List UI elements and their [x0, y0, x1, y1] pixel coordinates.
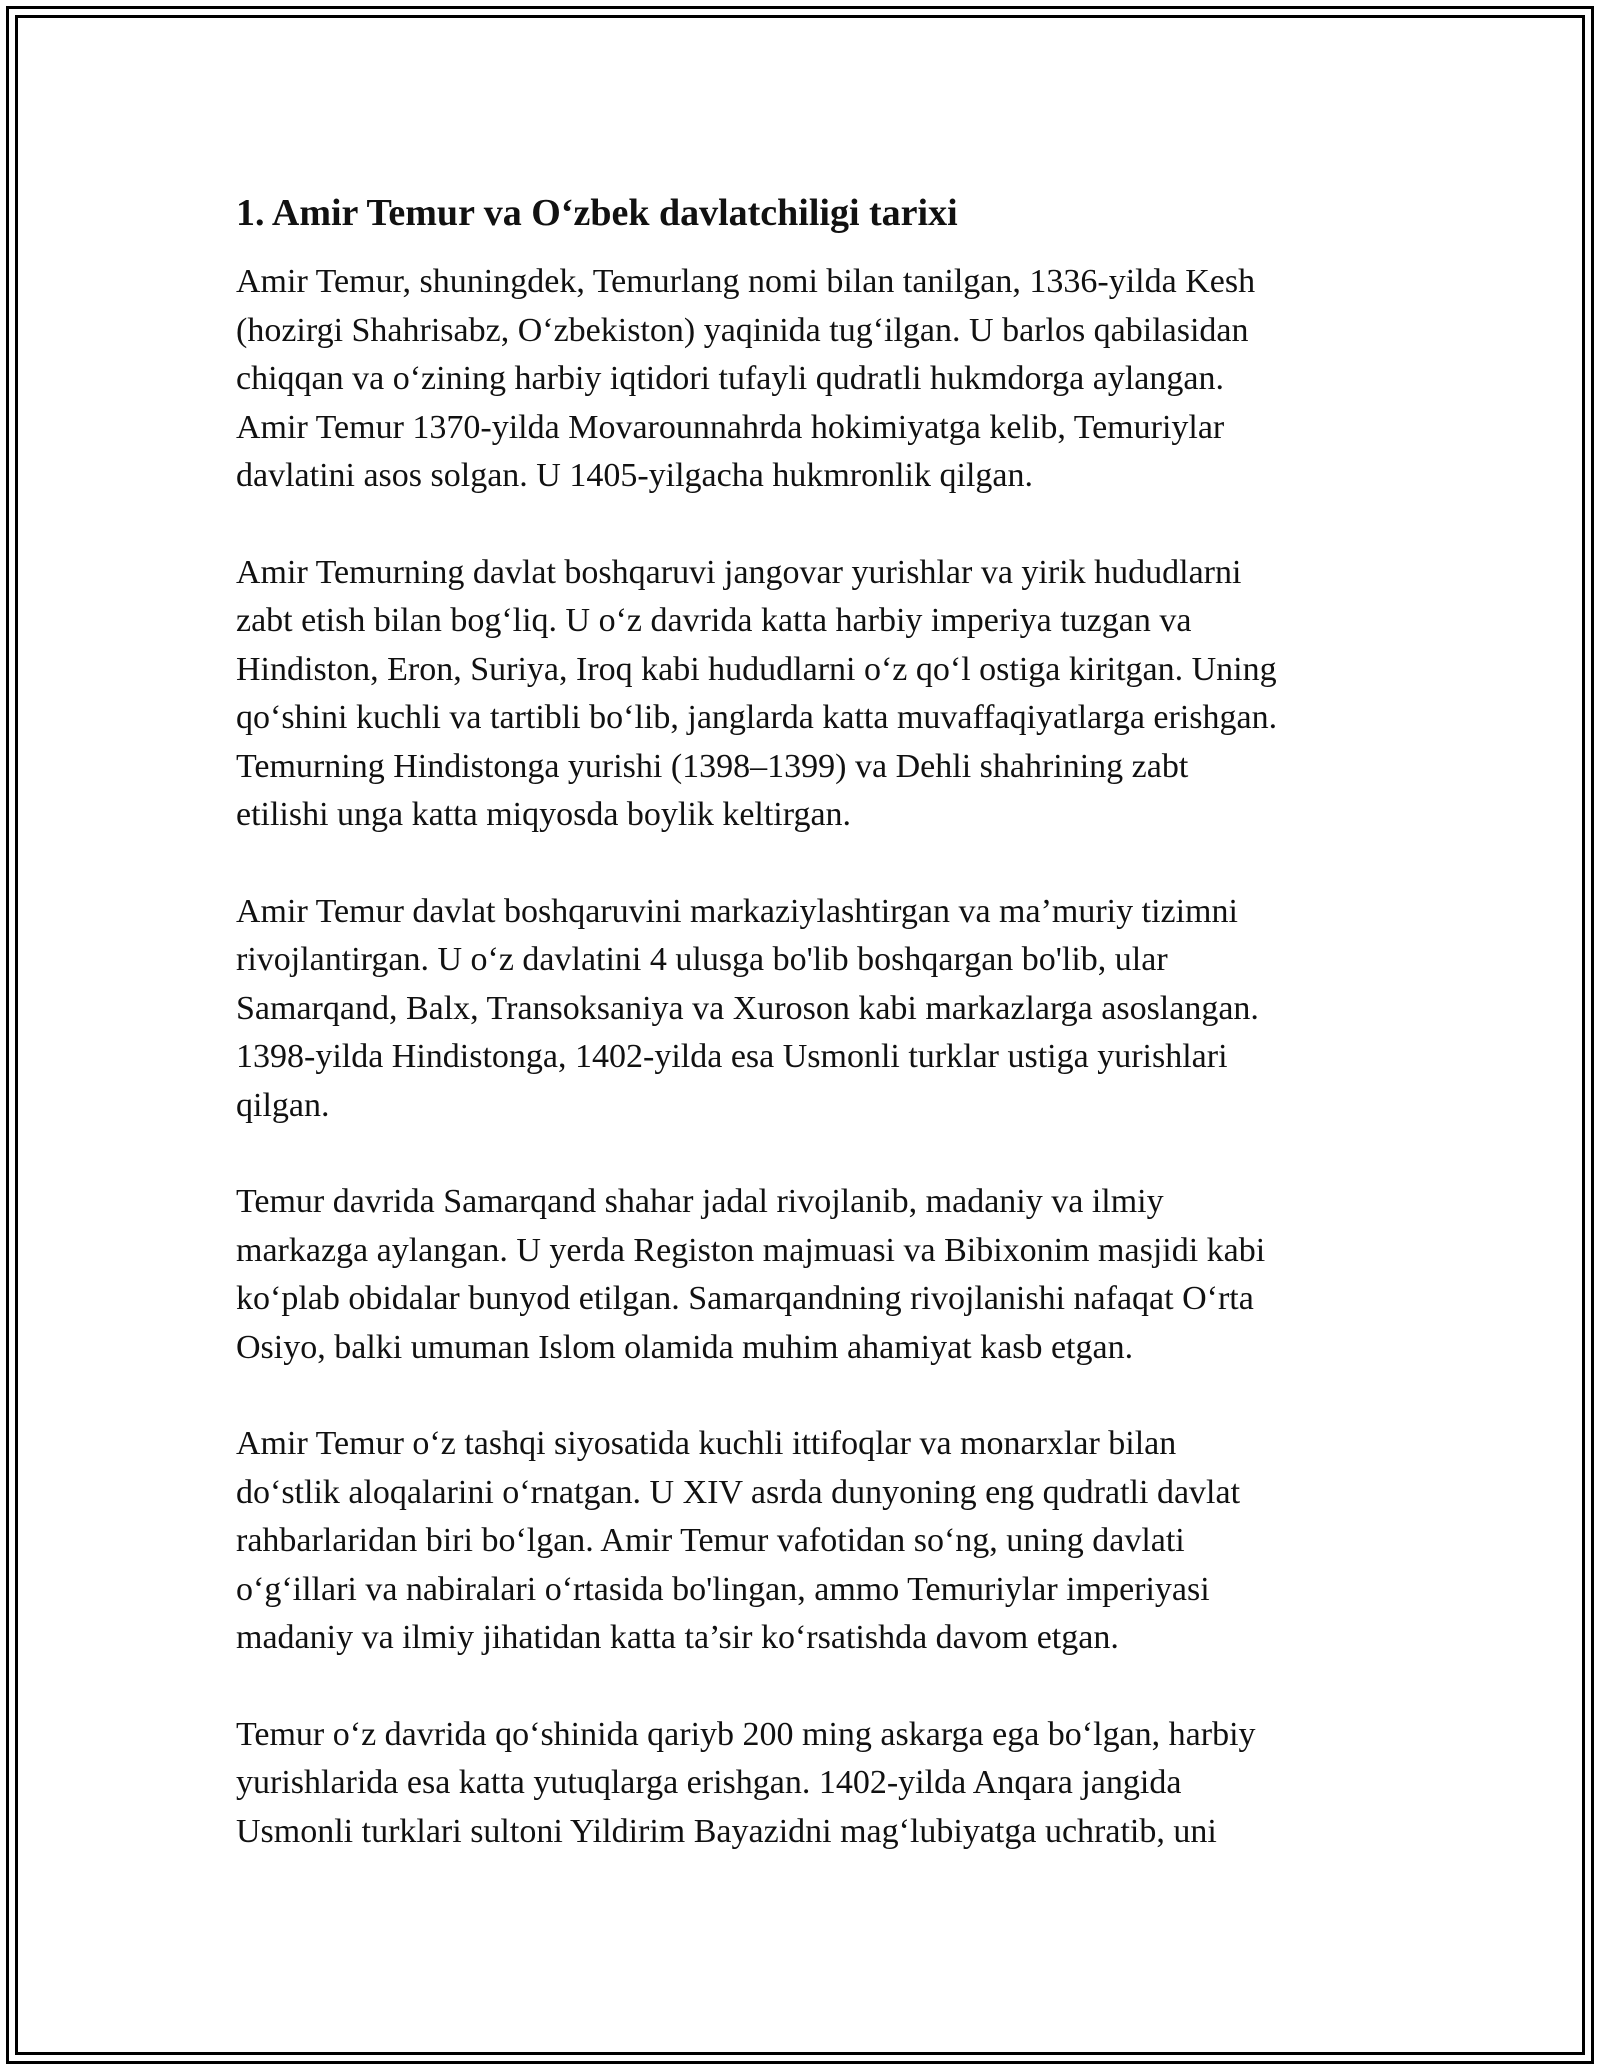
- text-line: Amir Temur 1370-yilda Movarounnahrda hokimiyatga kelib, Temuriylar: [236, 408, 1225, 446]
- text-line: rivojlantirgan. U o‘z davlatini 4 ulusga bo'lib boshqargan bo'lib, ular: [236, 941, 1168, 978]
- paragraph-5: [236, 1420, 1386, 1663]
- text-line: Osiyo, balki umuman Islom olamida muhim ahamiyat kasb etgan.: [236, 1328, 1134, 1366]
- text-line: Hindiston, Eron, Suriya, Iroq kabi hududlarni o‘z qo‘l ostiga kiritgan. Uning: [236, 650, 1277, 688]
- text-line: Usmonli turklari sultoni Yildirim Bayazidni mag‘lubiyatga uchratib, uni: [236, 1812, 1217, 1850]
- text-line: 1398-yilda Hindistonga, 1402-yilda esa Usmonli turklar ustiga yurishlari: [236, 1038, 1228, 1075]
- text-line: qilgan.: [236, 1086, 330, 1124]
- text-line: o‘g‘illari va nabiralari o‘rtasida bo'lingan, ammo Temuriylar imperiyasi: [236, 1570, 1210, 1608]
- text-line: madaniy va ilmiy jihatidan katta ta’sir ko‘rsatishda davom etgan.: [236, 1619, 1119, 1656]
- text-line: ko‘plab obidalar bunyod etilgan. Samarqandning rivojlanishi nafaqat O‘rta: [236, 1280, 1254, 1317]
- paragraph-1: [236, 258, 1386, 501]
- text-line: (hozirgi Shahrisabz, O‘zbekiston) yaqinida tug‘ilgan. U barlos qabilasidan: [236, 311, 1249, 349]
- text-line: Amir Temur davlat boshqaruvini markaziylashtirgan va ma’muriy tizimni: [236, 892, 1238, 930]
- paragraph-2: [236, 549, 1386, 840]
- text-line: do‘stlik aloqalarini o‘rnatgan. U XIV asrda dunyoning eng qudratli davlat: [236, 1473, 1241, 1511]
- text-line: Amir Temurning davlat boshqaruvi jangovar yurishlar va yirik hududlarni: [236, 553, 1242, 591]
- text-line: zabt etish bilan bog‘liq. U o‘z davrida katta harbiy imperiya tuzgan va: [236, 602, 1192, 639]
- text-line: Temur davrida Samarqand shahar jadal rivojlanib, madaniy va ilmiy: [236, 1183, 1164, 1220]
- text-line: Samarqand, Balx, Transoksaniya va Xuroson kabi markazlarga asoslangan.: [236, 989, 1259, 1027]
- document-title: 1. Amir Temur va O‘zbek davlatchiligi tarixi: [236, 192, 958, 234]
- document-page: [236, 188, 1386, 1856]
- paragraph-4: [236, 1178, 1386, 1372]
- text-line: rahbarlaridan biri bo‘lgan. Amir Temur vafotidan so‘ng, uning davlati: [236, 1522, 1185, 1559]
- text-line: etilishi unga katta miqyosda boylik keltirgan.: [236, 796, 852, 833]
- text-line: markazga aylangan. U yerda Registon majmuasi va Bibixonim masjidi kabi: [236, 1231, 1266, 1269]
- text-line: Amir Temur o‘z tashqi siyosatida kuchli ittifoqlar va monarxlar bilan: [236, 1425, 1177, 1462]
- text-line: qo‘shini kuchli va tartibli bo‘lib, janglarda katta muvaffaqiyatlarga erishgan.: [236, 699, 1278, 736]
- text-line: chiqqan va o‘zining harbiy iqtidori tufayli qudratli hukmdorga aylangan.: [236, 360, 1224, 397]
- paragraph-3: [236, 888, 1386, 1131]
- paragraph-6: [236, 1711, 1386, 1857]
- text-line: Temurning Hindistonga yurishi (1398–1399) va Dehli shahrining zabt: [236, 747, 1189, 785]
- text-line: yurishlarida esa katta yutuqlarga erishgan. 1402-yilda Anqara jangida: [236, 1764, 1182, 1801]
- text-line: Temur o‘z davrida qo‘shinida qariyb 200 ming askarga ega bo‘lgan, harbiy: [236, 1715, 1256, 1753]
- text-line: Amir Temur, shuningdek, Temurlang nomi bilan tanilgan, 1336-yilda Kesh: [236, 263, 1256, 300]
- text-line: davlatini asos solgan. U 1405-yilgacha hukmronlik qilgan.: [236, 457, 1033, 494]
